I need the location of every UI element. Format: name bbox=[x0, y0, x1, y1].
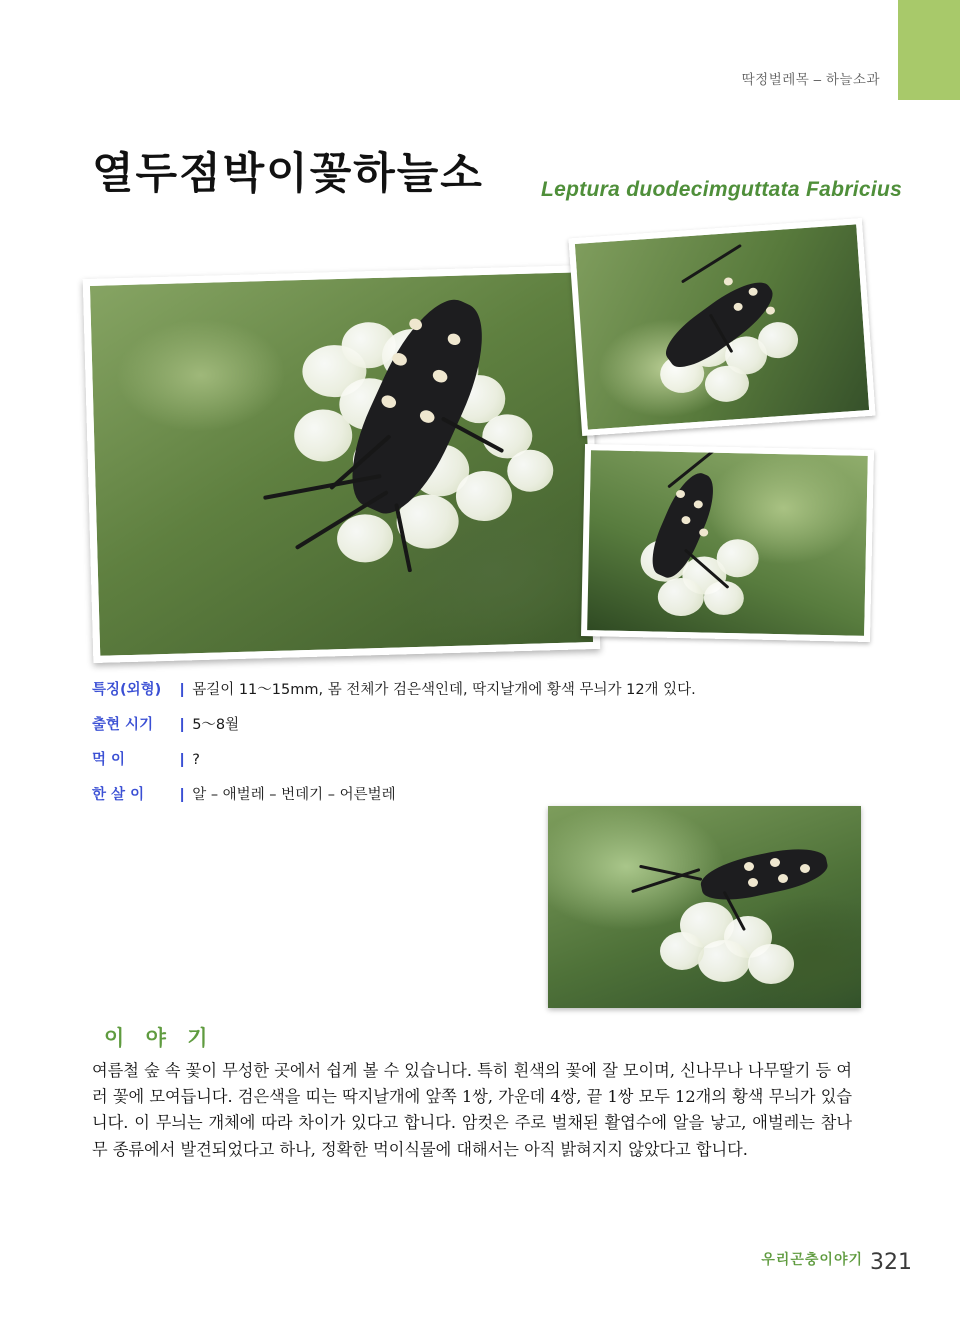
beetle-spot bbox=[676, 490, 685, 498]
fact-separator: | bbox=[180, 681, 185, 698]
beetle-spot bbox=[694, 500, 703, 508]
beetle-spot bbox=[800, 864, 810, 873]
flower-petal bbox=[698, 940, 750, 982]
main-specimen-photo bbox=[83, 265, 601, 663]
fact-value: 5～8월 bbox=[192, 717, 240, 733]
fact-label: 특징(외형) bbox=[92, 682, 162, 698]
flower-petal bbox=[657, 578, 704, 617]
fact-row bbox=[92, 748, 852, 769]
flower-petal bbox=[716, 539, 759, 578]
flower-petal bbox=[748, 944, 794, 984]
page-title: 열두점박이꽃하늘소 bbox=[92, 149, 484, 199]
fact-row bbox=[92, 783, 852, 804]
header-corner-block bbox=[898, 0, 960, 100]
top-right-specimen-photo bbox=[568, 218, 875, 436]
beetle-spot bbox=[699, 528, 708, 536]
page-number: 321 bbox=[870, 1250, 912, 1275]
beetle-spot bbox=[766, 306, 776, 315]
beetle-body bbox=[697, 841, 831, 907]
story-heading: 이 야 기 bbox=[104, 1026, 215, 1050]
beetle-antenna bbox=[681, 244, 742, 284]
beetle-spot bbox=[744, 862, 754, 871]
fact-separator: | bbox=[180, 786, 185, 803]
taxon-tag: 딱정벌레목 – 하늘소과 bbox=[741, 72, 880, 87]
beetle-spot bbox=[681, 516, 690, 524]
fact-separator: | bbox=[180, 716, 185, 733]
fact-value: ? bbox=[192, 752, 200, 768]
story-body: 여름철 숲 속 꽃이 무성한 곳에서 쉽게 볼 수 있습니다. 특히 흰색의 꽃에 잘 모이며, 신나무나 나무딸기 등 여러 꽃에 모여듭니다. 검은색을 띠는 딱지날개에 앞쪽 1쌍, 가운데 4쌍, 끝 1쌍 모두 12개의 황색 무늬가 있습니다. 이 무늬는 개체에 따라 차이가 있다고 합니다. 암컷은 주로 벌채된 활엽수에 알을 낳고, 애벌레는 참나무 종류에서 발견되었다고 하나, 정확한 먹이식물에 대해서는 아직 밝혀지지 않았다고 합니다. bbox=[92, 1061, 852, 1159]
fact-row bbox=[92, 678, 852, 699]
footer-logo: 우리곤충이야기 bbox=[761, 1252, 863, 1268]
fact-value: 몸길이 11～15mm, 몸 전체가 검은색인데, 딱지날개에 황색 무늬가 12개 있다. bbox=[192, 682, 696, 698]
beetle-spot bbox=[778, 874, 788, 883]
scientific-name: Leptura duodecimguttata Fabricius bbox=[541, 178, 903, 201]
beetle-spot bbox=[770, 858, 780, 867]
fact-label: 한 살 이 bbox=[92, 787, 145, 803]
mid-right-specimen-photo bbox=[581, 444, 874, 642]
fact-label: 출현 시기 bbox=[92, 717, 154, 733]
fact-separator: | bbox=[180, 751, 185, 768]
beetle-spot bbox=[748, 878, 758, 887]
fact-list bbox=[92, 678, 852, 818]
fact-label: 먹 이 bbox=[92, 752, 126, 768]
flower-petal bbox=[660, 932, 704, 970]
fact-row bbox=[92, 713, 852, 734]
beetle-spot bbox=[724, 277, 734, 286]
fact-value: 알 – 애벌레 – 번데기 – 어른벌레 bbox=[192, 787, 396, 803]
lower-specimen-photo bbox=[548, 806, 861, 1008]
